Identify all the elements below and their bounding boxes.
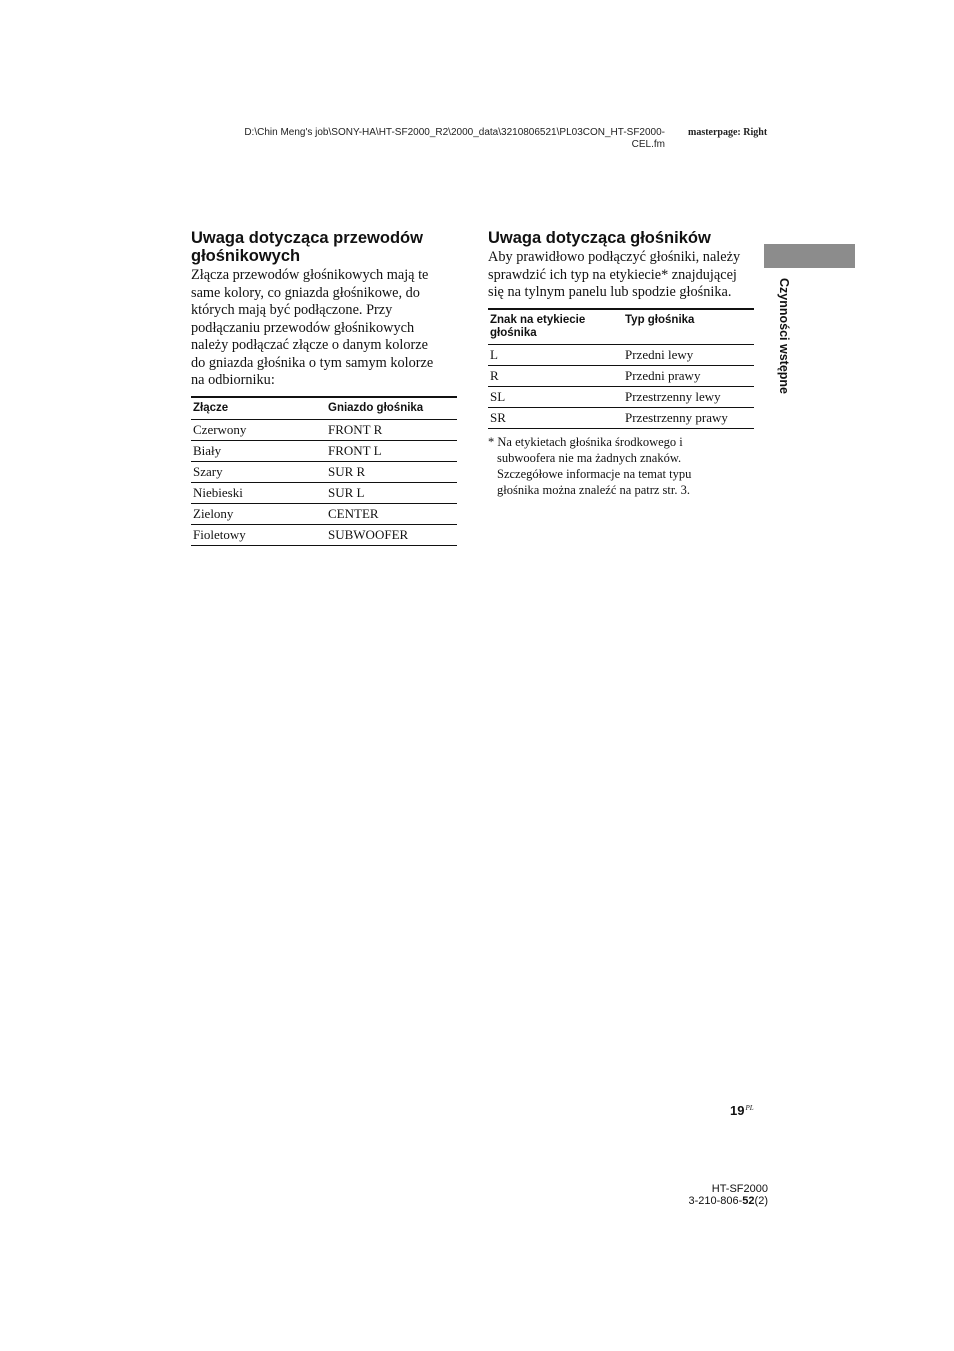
table-row: Biały FRONT L <box>191 440 457 461</box>
table-row: L Przedni lewy <box>488 344 754 365</box>
table-row: SR Przestrzenny prawy <box>488 407 754 428</box>
file-path-line-1: D:\Chin Meng's job\SONY-HA\HT-SF2000_R2\2000_data\3210806521\PL03CON_HT-SF2000- <box>244 127 665 138</box>
left-column <box>191 229 457 546</box>
table-header-row <box>488 309 754 345</box>
table-row: Fioletowy SUBWOOFER <box>191 524 457 545</box>
column-header: Typ głośnika <box>623 309 754 345</box>
masterpage-label: masterpage: Right <box>688 127 768 138</box>
speaker-type-table <box>488 308 754 429</box>
column-header: Gniazdo głośnika <box>326 397 457 420</box>
language-suffix: PL <box>745 1104 754 1112</box>
table-row: R Przedni prawy <box>488 365 754 386</box>
section-title-cables: Uwaga dotycząca przewodów głośnikowych <box>191 229 423 265</box>
table-row: Szary SUR R <box>191 461 457 482</box>
file-path-line-2: CEL.fm <box>631 139 665 150</box>
section-title-speakers: Uwaga dotycząca głośników <box>488 229 711 247</box>
right-column <box>488 229 754 498</box>
table-header-row <box>191 397 457 420</box>
column-header: Złącze <box>191 397 326 420</box>
footnote: * Na etykietach głośnika środkowego i subwoofera nie ma żadnych znaków. Szczegółowe informacje na temat typu głośnika można znaleźć na patrz str. 3. <box>488 434 692 497</box>
table-row: Niebieski SUR L <box>191 482 457 503</box>
table-row: SL Przestrzenny lewy <box>488 386 754 407</box>
table-row: Zielony CENTER <box>191 503 457 524</box>
page-number: $19^{PL}$ <box>730 1103 754 1118</box>
section-tab-marker <box>764 244 855 268</box>
part-number: 3-210-806-52(2) <box>688 1195 768 1207</box>
cables-paragraph: Złącza przewodów głośnikowych mają te same kolory, co gniazda głośnikowe, do których mają być podłączone. Przy podłączaniu przewodów głośnikowych należy podłączać złącze o danym kolorze do gniazda głośnika o tym samym kolorze na odbiorniku: <box>191 267 434 388</box>
connector-color-table <box>191 396 457 546</box>
model-name: HT-SF2000 <box>711 1183 768 1195</box>
section-side-label: Czynności wstępne <box>777 278 791 394</box>
file-path-header <box>190 127 665 151</box>
model-info <box>640 1183 768 1207</box>
speakers-paragraph: Aby prawidłowo podłączyć głośniki, należy sprawdzić ich typ na etykiecie* znajdującej się na tylnym panelu lub spodzie głośnika. <box>488 249 741 300</box>
column-header: Znak na etykiecie głośnika <box>488 309 623 345</box>
table-row: Czerwony FRONT R <box>191 419 457 440</box>
